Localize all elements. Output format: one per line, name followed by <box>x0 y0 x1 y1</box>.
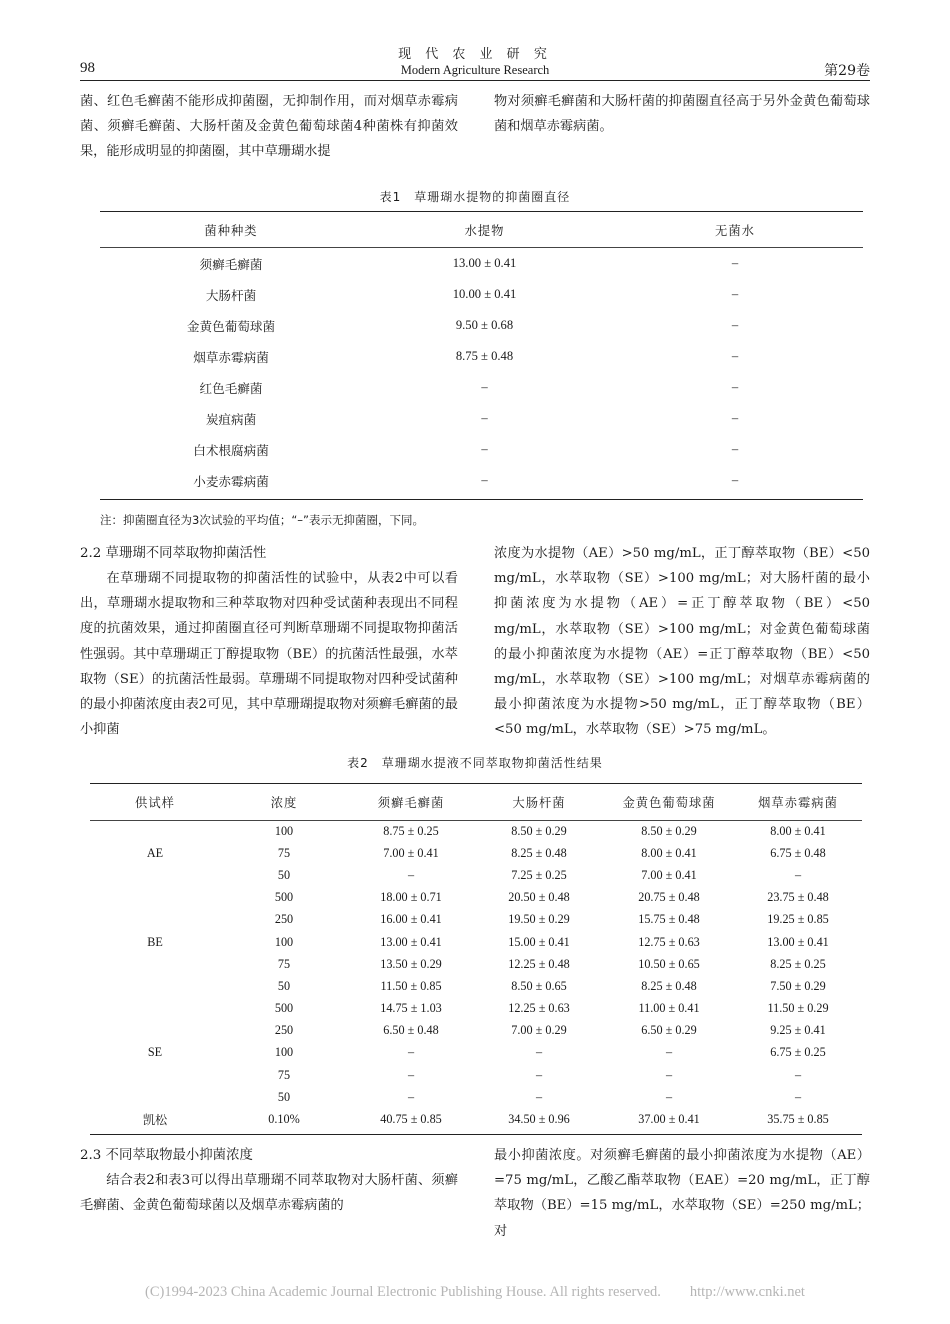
table1-cell: – <box>731 287 739 301</box>
table2-row <box>90 1086 862 1108</box>
table1-row <box>100 434 863 465</box>
table2-cell: – <box>535 1045 543 1060</box>
table2-cell: 8.75 ± 0.25 <box>383 823 439 838</box>
table2-cell: AE <box>146 845 164 860</box>
table2-row <box>90 953 862 975</box>
table1-header-row <box>100 212 863 248</box>
table2-cell: 13.00 ± 0.41 <box>767 934 829 949</box>
table1-cell: – <box>731 442 739 456</box>
section-2-2-title: 2.2 草珊瑚不同萃取物抑菌活性 <box>80 546 267 561</box>
table2-header-rule <box>90 820 862 821</box>
volume-label: 第29卷 <box>824 63 870 79</box>
table2-row <box>90 998 862 1020</box>
table2-cell <box>90 909 220 931</box>
table2-header-cell: 浓度 <box>270 796 298 810</box>
table1-cell: 须癣毛癣菌 <box>199 257 263 272</box>
table2-cell: 6.75 ± 0.25 <box>770 1045 826 1060</box>
table2 <box>90 784 862 1131</box>
table2-header-cell: 供试样 <box>135 796 175 810</box>
table1-cell: – <box>481 380 488 394</box>
table2-header-cell: 须癣毛癣菌 <box>377 796 445 810</box>
table2-cell <box>90 887 220 909</box>
section-2-3-title: 2.3 不同萃取物最小抑菌浓度 <box>80 1148 253 1163</box>
table1-cell: 10.00 ± 0.41 <box>452 287 517 301</box>
table1-row <box>100 465 863 496</box>
table2-cell: 23.75 ± 0.48 <box>767 890 829 905</box>
table2-cell: 7.50 ± 0.29 <box>770 978 826 993</box>
table2-cell: 12.75 ± 0.63 <box>638 934 700 949</box>
table2-cell: 250 <box>274 1023 294 1038</box>
table2-cell: 18.00 ± 0.71 <box>380 890 442 905</box>
table2-cell: 75 <box>277 845 291 860</box>
table2-cell: 100 <box>274 823 294 838</box>
table1-header-cell: 菌种种类 <box>204 224 258 238</box>
table2-cell: 13.00 ± 0.41 <box>380 934 442 949</box>
table2-cell: 19.25 ± 0.85 <box>767 912 829 927</box>
table1-cell: – <box>481 473 488 487</box>
table2-row <box>90 1020 862 1042</box>
table2-cell: 凯松 <box>142 1113 168 1128</box>
table2-row <box>90 931 862 953</box>
table2-row <box>90 842 862 864</box>
table1-cell: 13.00 ± 0.41 <box>452 256 517 270</box>
table2-cell: 11.50 ± 0.29 <box>767 1001 829 1016</box>
page-number: 98 <box>80 60 95 76</box>
table2-cell: – <box>407 1045 415 1060</box>
table2-cell: 8.25 ± 0.48 <box>641 978 697 993</box>
table2-cell <box>90 864 220 886</box>
section-2-3-left-text: 结合表2和表3可以得出草珊瑚不同萃取物对大肠杆菌、须癣毛癣菌、金黄色葡萄球菌以及烟草赤霉病菌的 <box>80 1173 458 1214</box>
table1-note: 注：抑菌圈直径为3次试验的平均值；“–”表示无抑菌圈，下同。 <box>100 513 424 527</box>
table2-cell: BE <box>147 934 163 949</box>
table2-cell: 16.00 ± 0.41 <box>380 912 442 927</box>
table2-cell: 10.50 ± 0.65 <box>638 956 700 971</box>
table2-cell: – <box>407 867 415 882</box>
table2-row <box>90 1064 862 1086</box>
table1-row <box>100 403 863 434</box>
table1-cell: – <box>731 380 739 394</box>
table2-cell: 8.25 ± 0.48 <box>511 845 567 860</box>
table2-row <box>90 975 862 997</box>
table2-row <box>90 887 862 909</box>
table2-cell <box>90 975 220 997</box>
table1-cell: 大肠杆菌 <box>205 288 257 303</box>
table2-cell <box>90 820 220 842</box>
table2-cell: 75 <box>277 1067 291 1082</box>
table1-cell: 红色毛癣菌 <box>199 381 263 396</box>
table2-header-row <box>90 784 862 820</box>
table2-cell: 9.25 ± 0.41 <box>770 1023 826 1038</box>
table2-cell <box>90 953 220 975</box>
table2-caption: 表2 草珊瑚水提液不同萃取物抑菌活性结果 <box>347 756 603 770</box>
table2-row <box>90 909 862 931</box>
table1-cell: – <box>731 349 739 363</box>
table2-cell <box>90 998 220 1020</box>
table2-cell: 7.00 ± 0.29 <box>511 1023 567 1038</box>
copyright-footer: (C)1994-2023 China Academic Journal Electronic Publishing House. All rights reserved. http://www.cnki.net <box>145 1284 805 1300</box>
top-right-paragraph: 物对须癣毛癣菌和大肠杆菌的抑菌圈直径高于另外金黄色葡萄球菌和烟草赤霉病菌。 <box>494 94 870 135</box>
table2-cell: 250 <box>274 912 294 927</box>
table2-cell: 75 <box>277 956 291 971</box>
table2-cell: 7.00 ± 0.41 <box>641 867 697 882</box>
table1-cell: – <box>731 318 739 332</box>
table2-cell: 14.75 ± 1.03 <box>380 1001 442 1016</box>
table1-cell: 8.75 ± 0.48 <box>455 349 514 363</box>
table1-cell: – <box>481 442 488 456</box>
table2-header-cell: 烟草赤霉病菌 <box>758 796 838 810</box>
table2-cell: 100 <box>274 934 294 949</box>
table1-header-rule <box>100 247 863 248</box>
table2-cell: 500 <box>274 1001 294 1016</box>
table1-row <box>100 310 863 341</box>
table2-cell: 6.75 ± 0.48 <box>770 845 826 860</box>
table1-row <box>100 279 863 310</box>
table2-cell: 19.50 ± 0.29 <box>508 912 570 927</box>
table2-cell: 50 <box>277 867 291 882</box>
table2-bottom-rule <box>90 1134 862 1135</box>
table2-cell: 34.50 ± 0.96 <box>508 1112 570 1127</box>
table2-cell: 100 <box>274 1045 294 1060</box>
table2-row <box>90 1108 862 1130</box>
table1-cell: – <box>731 411 739 425</box>
table2-cell: 11.00 ± 0.41 <box>638 1001 700 1016</box>
table2-cell: – <box>794 1089 802 1104</box>
table1-cell: – <box>731 256 739 270</box>
table1 <box>100 212 863 496</box>
table1-cell: – <box>731 473 739 487</box>
table1-row <box>100 248 863 279</box>
table2-cell: 8.00 ± 0.41 <box>770 823 826 838</box>
table2-cell: 35.75 ± 0.85 <box>767 1112 829 1127</box>
section-2-3-right-paragraph: 最小抑菌浓度。对须癣毛癣菌的最小抑菌浓度为水提物（AE）=75 mg/mL，乙酸乙酯萃取物（EAE）=20 mg/mL，正丁醇萃取物（BE）=15 mg/mL，水萃取物（SE）=250 mg/mL；对 <box>494 1148 870 1239</box>
table2-cell <box>90 1020 220 1042</box>
table2-cell: – <box>665 1067 673 1082</box>
section-2-2-right-paragraph: 浓度为水提物（AE）>50 mg/mL，正丁醇萃取物（BE）<50 mg/mL，水萃取物（SE）>100 mg/mL；对大肠杆菌的最小抑菌浓度为水提物（AE）=正丁醇萃取物（BE）<50 mg/mL，水萃取物（SE）>100 mg/mL；对金黄色葡萄球菌的最小抑菌浓度为水提物（AE）=正丁醇萃取物（BE）<50 mg/mL，水萃取物（SE）>100 mg/mL；对烟草赤霉病菌的最小抑菌浓度为水提物>50 mg/mL，正丁醇萃取物（BE）<50 mg/mL，水萃取物（SE）>75 mg/mL。 <box>494 546 870 738</box>
running-header <box>0 47 950 78</box>
table1-row <box>100 341 863 372</box>
table2-cell: – <box>407 1067 415 1082</box>
section-2-3-left-paragraph <box>80 1168 458 1218</box>
table2-cell: – <box>794 1067 802 1082</box>
table2-cell: SE <box>147 1045 163 1060</box>
table2-cell: 8.50 ± 0.29 <box>641 823 697 838</box>
table2-cell <box>90 1064 220 1086</box>
table1-cell: 9.50 ± 0.68 <box>455 318 514 332</box>
table2-cell: – <box>407 1089 415 1104</box>
table1-cell: – <box>481 411 488 425</box>
table2-cell: 11.50 ± 0.85 <box>380 978 442 993</box>
section-2-2-left-text: 在草珊瑚不同提取物的抑菌活性的试验中，从表2中可以看出，草珊瑚水提取物和三种萃取物对四种受试菌种表现出不同程度的抗菌效果，通过抑菌圈直径可判断草珊瑚不同提取物抑菌活性强弱。其中草珊瑚正丁醇提取物（BE）的抗菌活性最强，水萃取物（SE）的抗菌活性最弱。草珊瑚不同提取物对四种受试菌种的最小抑菌浓度由表2可见，其中草珊瑚提取物对须癣毛癣菌的最小抑菌 <box>80 571 458 738</box>
table2-cell: 8.25 ± 0.25 <box>770 956 826 971</box>
table2-cell: – <box>535 1089 543 1104</box>
table1-cell: 炭疽病菌 <box>205 412 257 427</box>
top-left-paragraph: 菌、红色毛癣菌不能形成抑菌圈，无抑制作用，而对烟草赤霉病菌、须癣毛癣菌、大肠杆菌及金黄色葡萄球菌4种菌株有抑菌效果，能形成明显的抑菌圈，其中草珊瑚水提 <box>80 94 458 160</box>
table2-cell: 0.10% <box>268 1112 300 1127</box>
table2-cell: – <box>535 1067 543 1082</box>
table2-cell: 50 <box>277 978 291 993</box>
table1-caption: 表1 草珊瑚水提物的抑菌圈直径 <box>379 190 571 204</box>
table2-cell: 7.25 ± 0.25 <box>511 867 567 882</box>
header-rule <box>80 80 870 81</box>
table2-cell: 8.00 ± 0.41 <box>641 845 697 860</box>
table1-cell: 金黄色葡萄球菌 <box>186 319 276 334</box>
table2-row <box>90 864 862 886</box>
table2-cell: 40.75 ± 0.85 <box>380 1112 442 1127</box>
section-2-2-left-paragraph <box>80 566 458 742</box>
journal-title-en: Modern Agriculture Research <box>400 63 550 77</box>
table2-cell: – <box>665 1089 673 1104</box>
table2-cell: 37.00 ± 0.41 <box>638 1112 700 1127</box>
table2-row <box>90 820 862 842</box>
table2-row <box>90 1042 862 1064</box>
table2-cell: – <box>794 867 802 882</box>
table1-header-cell: 水提物 <box>464 224 505 238</box>
table1-row <box>100 372 863 403</box>
table2-cell: 8.50 ± 0.65 <box>511 978 567 993</box>
table2-cell: 8.50 ± 0.29 <box>511 823 567 838</box>
table2-cell: 7.00 ± 0.41 <box>383 845 439 860</box>
table2-header-cell: 大肠杆菌 <box>512 796 566 810</box>
journal-title-cn: 现 代 农 业 研 究 <box>398 47 552 62</box>
table2-cell: 6.50 ± 0.29 <box>641 1023 697 1038</box>
table2-cell: 15.75 ± 0.48 <box>638 912 700 927</box>
table2-cell <box>90 1086 220 1108</box>
table2-cell: 6.50 ± 0.48 <box>383 1023 439 1038</box>
table2-cell: 13.50 ± 0.29 <box>380 956 442 971</box>
table2-header-cell: 金黄色葡萄球菌 <box>622 796 716 810</box>
table2-cell: 500 <box>274 890 294 905</box>
table2-cell: 12.25 ± 0.48 <box>508 956 570 971</box>
table2-cell: 15.00 ± 0.41 <box>508 934 570 949</box>
table2-cell: 20.50 ± 0.48 <box>508 890 570 905</box>
table1-header-cell: 无菌水 <box>715 224 755 238</box>
table2-cell: 20.75 ± 0.48 <box>638 890 700 905</box>
table2-cell: 12.25 ± 0.63 <box>508 1001 570 1016</box>
table2-cell: 50 <box>277 1089 291 1104</box>
table1-bottom-rule <box>100 499 863 500</box>
table2-cell: – <box>665 1045 673 1060</box>
table1-cell: 烟草赤霉病菌 <box>193 350 269 365</box>
table1-cell: 小麦赤霉病菌 <box>193 474 269 489</box>
table1-cell: 白术根腐病菌 <box>193 443 269 458</box>
